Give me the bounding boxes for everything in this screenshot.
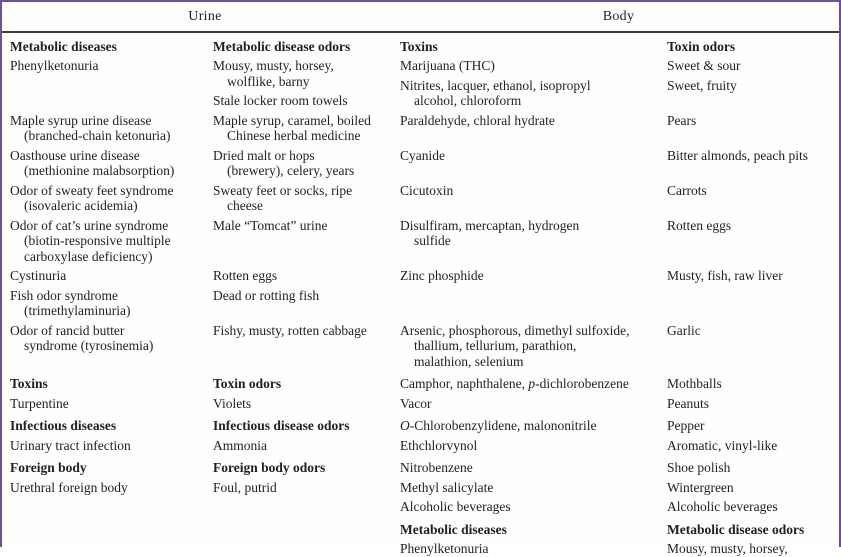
text-line: O-Chlorobenzylidene, malononitrile xyxy=(400,418,597,433)
table-cell xyxy=(400,438,667,454)
table-cell xyxy=(10,58,213,109)
table-cell xyxy=(213,218,400,265)
table-row xyxy=(2,113,839,144)
text-line: (isovaleric acidemia) xyxy=(24,198,138,213)
text-line: Arsenic, phosphorous, dimethyl sulfoxide, xyxy=(400,322,630,338)
text-line: Toxins xyxy=(10,376,48,391)
table-entry xyxy=(400,268,667,284)
group-header-body: Body xyxy=(602,9,635,24)
text-line: Toxin odors xyxy=(213,376,282,391)
text-line: Stale locker room towels xyxy=(213,93,348,108)
table-entry xyxy=(667,218,837,234)
table-cell xyxy=(667,438,837,454)
text-line: Phenylketonuria xyxy=(10,58,99,73)
table-entry xyxy=(400,148,667,164)
text-line: Rotten eggs xyxy=(667,217,732,233)
text-line: Nitrites, lacquer, ethanol, isopropyl xyxy=(400,77,591,93)
table-cell xyxy=(10,396,213,412)
table-entry xyxy=(667,418,837,434)
table-entry xyxy=(10,438,213,454)
text-line: Cyanide xyxy=(400,147,445,163)
table-cell xyxy=(213,396,400,412)
text-line: Paraldehyde, chloral hydrate xyxy=(400,112,555,128)
table-entry xyxy=(667,58,837,74)
italic-text: p xyxy=(528,376,536,391)
table-entry xyxy=(10,183,213,214)
text-line: Methyl salicylate xyxy=(400,479,494,495)
text-line: Disulfiram, mercaptan, hydrogen xyxy=(400,217,580,233)
table-entry xyxy=(400,480,667,496)
table-cell xyxy=(10,113,213,144)
table-entry xyxy=(667,268,837,284)
table-cell xyxy=(213,183,400,214)
table-row xyxy=(2,480,839,496)
text-line: Foreign body odors xyxy=(213,460,326,475)
text-line: sulfide xyxy=(414,233,451,248)
table-entry xyxy=(400,323,667,370)
table-cell xyxy=(400,522,667,538)
column-header-toxins: Toxins xyxy=(400,38,438,54)
table-entry xyxy=(667,460,837,476)
table-cell xyxy=(400,148,667,179)
table-entry xyxy=(213,396,400,412)
text-line: (branched-chain ketonuria) xyxy=(24,128,171,143)
text-line: (biotin-responsive multiple xyxy=(24,233,171,248)
text-line: Wintergreen xyxy=(667,479,734,495)
text-line: cheese xyxy=(227,198,263,213)
table-cell xyxy=(213,58,400,109)
text-line: Odor of cat’s urine syndrome xyxy=(10,217,169,233)
text-line: Turpentine xyxy=(10,395,69,411)
table-cell xyxy=(213,460,400,476)
text-line: Oasthouse urine disease xyxy=(10,147,140,163)
table-entry xyxy=(10,113,213,144)
table-cell xyxy=(400,58,667,109)
text-line: Mousy, musty, horsey, xyxy=(667,541,788,556)
text-line: Musty, fish, raw liver xyxy=(667,268,783,283)
table-cell xyxy=(400,418,667,434)
table-entry xyxy=(10,268,213,284)
table-cell xyxy=(400,183,667,214)
text-line: Cicutoxin xyxy=(400,182,454,198)
table-entry xyxy=(10,58,213,74)
table-row xyxy=(2,183,839,214)
table-entry xyxy=(400,376,667,392)
table-entry xyxy=(400,183,667,199)
table-cell xyxy=(10,323,213,370)
table-entry xyxy=(213,148,400,179)
table-cell xyxy=(667,58,837,109)
text-line: (trimethylaminuria) xyxy=(24,303,131,318)
table-entry xyxy=(667,438,837,454)
text-line: Violets xyxy=(213,395,252,411)
table-cell xyxy=(10,522,213,538)
text-line: Pepper xyxy=(667,418,705,433)
table-row xyxy=(2,58,839,109)
table-row xyxy=(2,288,839,319)
table-group-header-row xyxy=(2,2,839,33)
text-line: Odor of sweaty feet syndrome xyxy=(10,182,174,198)
table-entry xyxy=(10,323,213,354)
text-line: Male “Tomcat” urine xyxy=(213,217,328,233)
section-header xyxy=(667,522,837,538)
text-line: Dried malt or hops xyxy=(213,147,315,163)
table-cell xyxy=(667,418,837,434)
table-cell xyxy=(400,288,667,319)
table-cell xyxy=(667,460,837,476)
text-line: Camphor, naphthalene, p-dichlorobenzene xyxy=(400,376,629,391)
text-line: Urinary tract infection xyxy=(10,437,131,453)
text-line: alcohol, chloroform xyxy=(414,93,522,108)
table-row xyxy=(2,460,839,476)
table-entry xyxy=(10,396,213,412)
section-header xyxy=(213,418,400,434)
table-entry xyxy=(667,323,837,339)
text-line: Sweet, fruity xyxy=(667,77,737,93)
table-cell xyxy=(213,418,400,434)
text-line: Ammonia xyxy=(213,437,267,453)
text-line: Garlic xyxy=(667,322,701,338)
text-line: Dead or rotting fish xyxy=(213,287,320,303)
table-cell xyxy=(400,396,667,412)
text-line: Phenylketonuria xyxy=(400,541,489,556)
table-row xyxy=(2,268,839,284)
text-line: Nitrobenzene xyxy=(400,460,473,475)
group-header-urine: Urine xyxy=(188,9,222,24)
table-entry xyxy=(213,268,400,284)
table-cell xyxy=(10,541,213,557)
table-cell xyxy=(667,218,837,265)
table-cell xyxy=(10,183,213,214)
table-cell xyxy=(213,499,400,515)
text-line: Fish odor syndrome xyxy=(10,287,118,303)
table-entry xyxy=(400,78,667,109)
table-cell xyxy=(10,376,213,392)
table-entry xyxy=(400,438,667,454)
table-entry xyxy=(667,499,837,515)
table-cell xyxy=(213,113,400,144)
section-header xyxy=(213,376,400,392)
table-row xyxy=(2,522,839,538)
text-line: Peanuts xyxy=(667,395,709,411)
table-entry xyxy=(213,183,400,214)
table-cell xyxy=(667,148,837,179)
text-line: Marijuana (THC) xyxy=(400,58,495,73)
table-cell xyxy=(213,438,400,454)
table-entry xyxy=(667,396,837,412)
table-entry xyxy=(10,148,213,179)
table-cell xyxy=(400,376,667,392)
table-cell xyxy=(10,288,213,319)
table-cell xyxy=(400,113,667,144)
table-cell xyxy=(213,522,400,538)
table-entry xyxy=(213,218,400,234)
section-header xyxy=(400,522,667,538)
table-cell xyxy=(400,480,667,496)
table-entry xyxy=(213,288,400,304)
table-row xyxy=(2,541,839,557)
table-cell xyxy=(667,268,837,284)
table-entry xyxy=(213,58,400,89)
text-line: Cystinuria xyxy=(10,268,67,283)
table-cell xyxy=(10,218,213,265)
section-header xyxy=(10,460,213,476)
table-cell xyxy=(400,218,667,265)
table-entry xyxy=(667,480,837,496)
table-row xyxy=(2,438,839,454)
table-cell xyxy=(667,480,837,496)
text-line: Pears xyxy=(667,112,697,128)
text-line: Shoe polish xyxy=(667,460,731,475)
table-row xyxy=(2,218,839,265)
text-line: Bitter almonds, peach pits xyxy=(667,147,808,163)
text-line: malathion, selenium xyxy=(414,353,524,369)
table-cell xyxy=(667,541,837,557)
table-cell xyxy=(213,288,400,319)
text-line: Chinese herbal medicine xyxy=(227,128,361,143)
table-cell xyxy=(213,268,400,284)
text-line: Urethral foreign body xyxy=(10,479,128,495)
table-cell xyxy=(213,376,400,392)
table-entry xyxy=(400,113,667,129)
table-entry xyxy=(400,396,667,412)
column-header-metabolic-disease-odors: Metabolic disease odors xyxy=(213,38,351,54)
section-header xyxy=(213,460,400,476)
text-line: thallium, tellurium, parathion, xyxy=(414,338,577,353)
text-line: (methionine malabsorption) xyxy=(24,163,175,178)
table-cell xyxy=(400,541,667,557)
text-line: Sweet & sour xyxy=(667,58,741,73)
table-entry xyxy=(10,288,213,319)
table-cell xyxy=(213,323,400,370)
text-line: Zinc phosphide xyxy=(400,268,484,283)
table-cell xyxy=(213,148,400,179)
table-cell xyxy=(400,460,667,476)
text-line: Alcoholic beverages xyxy=(667,499,778,514)
table-cell xyxy=(667,113,837,144)
table-entry xyxy=(400,460,667,476)
text-line: Sweaty feet or socks, ripe xyxy=(213,182,353,198)
table-body xyxy=(2,58,839,557)
text-line: (brewery), celery, years xyxy=(227,163,355,178)
table-entry xyxy=(400,218,667,249)
table-cell xyxy=(667,522,837,538)
table-column-header-row xyxy=(2,33,839,55)
table-entry xyxy=(10,480,213,496)
table-row xyxy=(2,148,839,179)
text-line: Foreign body xyxy=(10,460,87,475)
table-cell xyxy=(213,541,400,557)
table-entry xyxy=(213,438,400,454)
table-cell xyxy=(400,323,667,370)
text-line: Foul, putrid xyxy=(213,479,277,495)
table-cell xyxy=(667,376,837,392)
table-cell xyxy=(213,480,400,496)
table-cell xyxy=(10,499,213,515)
table-entry xyxy=(213,480,400,496)
text-line: Fishy, musty, rotten cabbage xyxy=(213,322,367,338)
text-line: Mousy, musty, horsey, xyxy=(213,58,334,73)
table-cell xyxy=(667,183,837,214)
table-entry xyxy=(667,78,837,94)
table-cell xyxy=(667,396,837,412)
table-row xyxy=(2,418,839,434)
table-entry xyxy=(667,376,837,392)
text-line: Maple syrup urine disease xyxy=(10,112,152,128)
text-line: Aromatic, vinyl-like xyxy=(667,437,778,453)
text-line: Alcoholic beverages xyxy=(400,499,511,514)
table-cell xyxy=(400,499,667,515)
table-entry xyxy=(400,418,667,434)
table-entry xyxy=(400,499,667,515)
text-line: Ethchlorvynol xyxy=(400,437,478,453)
table-cell xyxy=(10,268,213,284)
table-cell xyxy=(10,148,213,179)
table-cell xyxy=(667,323,837,370)
table-entry xyxy=(213,323,400,339)
text-line: Metabolic disease odors xyxy=(667,521,805,537)
text-line: Odor of rancid butter xyxy=(10,322,125,338)
column-header-toxin-odors: Toxin odors xyxy=(667,38,736,54)
table-cell xyxy=(667,499,837,515)
text-line: Metabolic diseases xyxy=(400,521,507,537)
text-line: Infectious diseases xyxy=(10,418,117,433)
table-cell xyxy=(667,288,837,319)
table-entry xyxy=(213,93,400,109)
table-row xyxy=(2,499,839,515)
table-row xyxy=(2,376,839,392)
table-cell xyxy=(10,438,213,454)
table-entry xyxy=(400,58,667,74)
italic-text: O xyxy=(400,418,410,433)
text-line: wolflike, barny xyxy=(227,73,310,89)
text-line: Vacor xyxy=(400,395,432,411)
table-entry xyxy=(667,541,837,557)
section-header xyxy=(10,418,213,434)
table-entry xyxy=(667,148,837,164)
text-line: Rotten eggs xyxy=(213,268,278,283)
table-cell xyxy=(10,480,213,496)
text-line: carboxylase deficiency) xyxy=(24,248,153,264)
table-row xyxy=(2,323,839,370)
table-entry xyxy=(667,183,837,199)
table-cell xyxy=(10,460,213,476)
table-row xyxy=(2,396,839,412)
table-entry xyxy=(400,541,667,557)
table-cell xyxy=(10,418,213,434)
text-line: Maple syrup, caramel, boiled xyxy=(213,112,371,128)
table-entry xyxy=(667,113,837,129)
text-line: Mothballs xyxy=(667,376,722,391)
column-header-metabolic-diseases: Metabolic diseases xyxy=(10,38,117,54)
text-line: Carrots xyxy=(667,182,707,198)
table-entry xyxy=(10,218,213,265)
table-cell xyxy=(400,268,667,284)
table-entry xyxy=(213,113,400,144)
section-header xyxy=(10,376,213,392)
text-line: syndrome (tyrosinemia) xyxy=(24,338,154,353)
text-line: Infectious disease odors xyxy=(213,418,350,433)
